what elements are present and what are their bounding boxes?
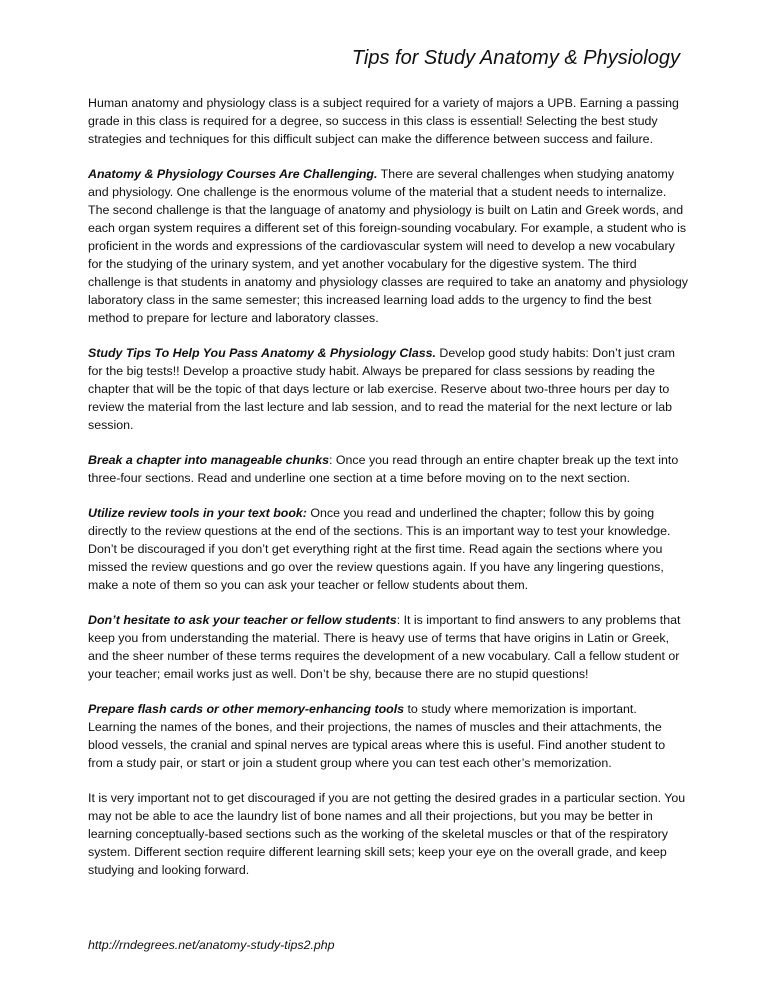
paragraph-text: There are several challenges when studying anatomy and physiology. One challenge is the enormous volume of the material that a student needs to internalize. The second challenge is that the language of anatomy and physiology is built on Latin and Greek words, and each organ system requires a different set of this foreign-sounding vocabulary. For example, a student who is proficient in the words and expressions of the cardiovascular system will need to develop a new vocabulary for the studying of the urinary system, and yet another vocabulary for the digestive system. The third challenge is that students in anatomy and physiology classes are required to take an anatomy and physiology laboratory class in the same semester; this increased learning load adds to the urgency to find the best method to prepare for lecture and laboratory classes. — [88, 167, 688, 325]
paragraph-lead: Study Tips To Help You Pass Anatomy & Physiology Class. — [88, 346, 436, 360]
paragraph-review-tools — [88, 504, 688, 594]
paragraph-intro — [88, 94, 688, 148]
paragraph-lead: Don’t hesitate to ask your teacher or fellow students — [88, 613, 397, 627]
paragraph-flash-cards — [88, 700, 688, 772]
paragraph-text: to study where memorization is important. Learning the names of the bones, and their projections, the names of muscles and their attachments, the blood vessels, the cranial and spinal nerves are typical areas where this is useful. Find another student to from a study pair, or start or join a student group where you can test each other’s memorization. — [88, 702, 666, 770]
paragraph-lead: Break a chapter into manageable chunks — [88, 453, 330, 467]
paragraph-lead: Anatomy & Physiology Courses Are Challenging. — [88, 167, 378, 181]
paragraph-text: : Once you read through an entire chapter break up the text into three-four sections. Read and underline one section at a time before moving on to the next section. — [88, 453, 679, 485]
footer-source-url: http://rndegrees.net/anatomy-study-tips2.php — [88, 938, 335, 952]
paragraph-text: Develop good study habits: Don’t just cram for the big tests!! Develop a proactive study habit. Always be prepared for class sessions by reading the chapter that will be the topic of that days lecture or lab exercise. Reserve about two-three hours per day to review the material from the last lecture and lab session, and to read the material for the next lecture or lab session. — [88, 346, 675, 432]
paragraph-lead: Utilize review tools in your text book: — [88, 506, 307, 520]
paragraph-ask-teacher — [88, 611, 688, 683]
paragraph-text: : It is important to find answers to any problems that keep you from understanding the material. There is heavy use of terms that have origins in Latin or Greek, and the sheer number of these terms requires the development of a new vocabulary. Call a fellow student or your teacher; email works just as well. Don’t be shy, because there are no stupid questions! — [88, 613, 681, 681]
document-body — [88, 94, 688, 896]
paragraph-study-tips — [88, 344, 688, 434]
paragraph-challenges — [88, 165, 688, 327]
paragraph-chunks — [88, 451, 688, 487]
page-title: Tips for Study Anatomy & Physiology — [351, 47, 680, 69]
paragraph-text: It is very important not to get discouraged if you are not getting the desired grades in a particular section. You may not be able to ace the laundry list of bone names and all their projections, but you may be better in learning conceptually-based sections such as the working of the skeletal muscles or that of the respiratory system. Different section require different learning skill sets; keep your eye on the overall grade, and keep studying and looking forward. — [88, 791, 686, 877]
paragraph-discouraged — [88, 789, 688, 879]
paragraph-text: Human anatomy and physiology class is a subject required for a variety of majors a UPB. Earning a passing grade in this class is required for a degree, so success in this class is essential! Selecting the best study strategies and techniques for this difficult subject can make the difference between success and failure. — [88, 96, 679, 146]
paragraph-lead: Prepare flash cards or other memory-enhancing tools — [88, 702, 405, 716]
paragraph-text: Once you read and underlined the chapter; follow this by going directly to the review questions at the end of the sections. This is an important way to test your knowledge. Don’t be discouraged if you don’t get everything right at the first time. Read again the sections where you missed the review questions and go over the review questions again. If you have any lingering questions, make a note of them so you can ask your teacher or fellow students about them. — [88, 506, 671, 592]
